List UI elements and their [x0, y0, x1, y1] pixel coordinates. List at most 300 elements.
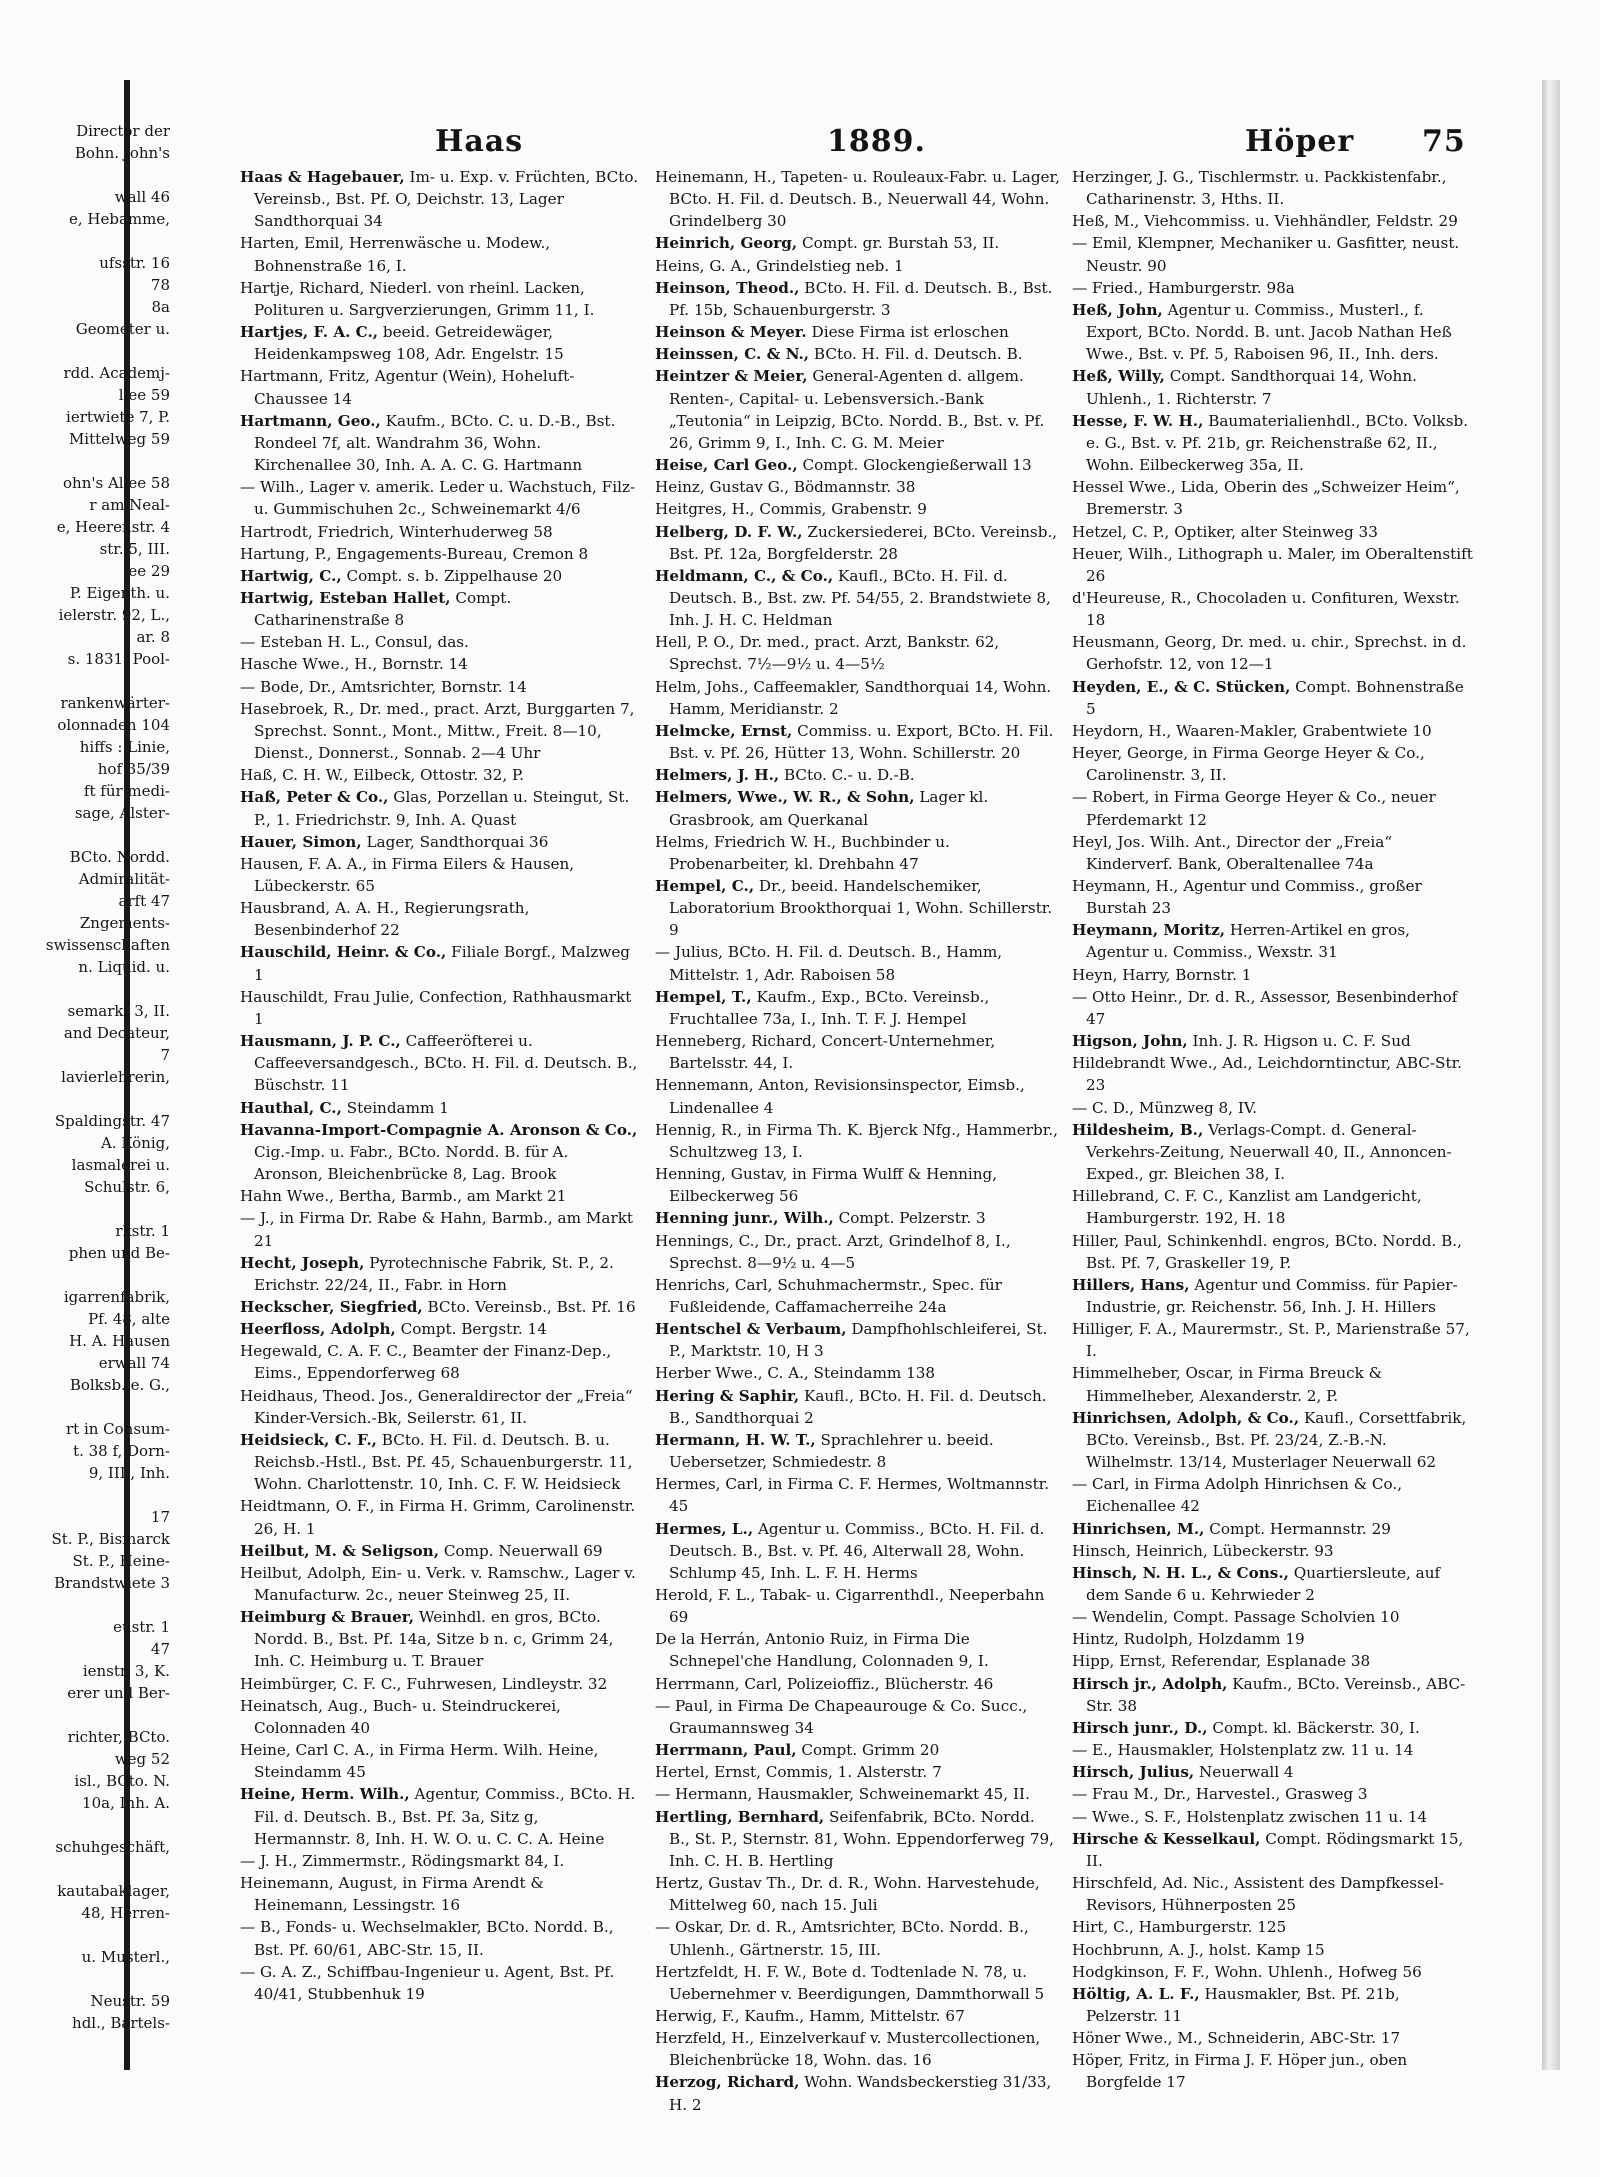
directory-entry [1072, 720, 1476, 742]
entry-details: Caffeeröfterei u. Caffeeversandgesch., BCto. H. Fil. d. Deutsch. B., Büschstr. 11 [254, 1032, 638, 1095]
prev-page-line: ienstr. 3, K. [82, 1662, 170, 1680]
entry-details: Hauschildt, Frau Julie, Confection, Rathhausmarkt 1 [240, 987, 632, 1028]
entry-details: — Hermann, Hausmakler, Schweinemarkt 45, II. [655, 1785, 1030, 1804]
prev-page-line [0, 1924, 170, 1946]
entry-details: Compt. kl. Bäckerstr. 30, I. [1207, 1718, 1420, 1737]
prev-page-line: hdl., Bartels- [72, 2014, 170, 2032]
entry-details: Hirschfeld, Ad. Nic., Assistent des Dampfkessel-Revisors, Hühnerposten 25 [1072, 1874, 1444, 1915]
entry-details: Hodgkinson, F. F., Wohn. Uhlenh., Hofweg 56 [1072, 1962, 1422, 1981]
entry-details: Hochbrunn, A. J., holst. Kamp 15 [1072, 1940, 1325, 1959]
directory-entry [240, 1739, 640, 1783]
entry-details: Compt. gr. Burstah 53, II. [797, 234, 1000, 253]
prev-page-line [0, 1396, 170, 1418]
directory-entry [1072, 1606, 1476, 1628]
directory-entry [1072, 1761, 1476, 1783]
entry-details: Herrmann, Carl, Polizeioffiz., Blücherstr. 46 [655, 1674, 994, 1693]
entry-details: Harten, Emil, Herrenwäsche u. Modew., Bohnenstraße 16, I. [240, 234, 551, 275]
entry-details: Hermes, Carl, in Firma C. F. Hermes, Woltmannstr. 45 [655, 1475, 1050, 1516]
prev-page-line: 10a, Inh. A. [82, 1794, 170, 1812]
directory-entry [1072, 1119, 1476, 1185]
prev-page-line: 78 [150, 276, 170, 294]
directory-entry [240, 897, 640, 941]
directory-entry [1072, 365, 1476, 409]
entry-details: Heinemann, August, in Firma Arendt & Heinemann, Lessingstr. 16 [240, 1874, 544, 1915]
entry-name: Heinson & Meyer. [655, 323, 807, 342]
entry-name: Heine, Herm. Wilh., [240, 1785, 410, 1804]
directory-entry [655, 232, 1060, 254]
entry-name: Heinssen, C. & N., [655, 345, 810, 364]
directory-entry [1072, 964, 1476, 986]
prev-page-line: lavierlehrerin, [61, 1068, 170, 1086]
entry-details: Heimbürger, C. F. C., Fuhrwesen, Lindleystr. 32 [240, 1674, 608, 1693]
entry-details: BCto. H. Fil. d. Deutsch. B. [809, 345, 1023, 364]
directory-entry [240, 676, 640, 698]
entry-name: Haß, Peter & Co., [240, 788, 389, 807]
entry-details: — Carl, in Firma Adolph Hinrichsen & Co., Eichenallee 42 [1072, 1475, 1403, 1516]
entry-details: General-Agenten d. allgem. Renten-, Capital- u. Lebensversich.-Bank „Teutonia“ in Leipzig, BCto. Nordd. B., Bst. v. Pf. 26, Grimm 9, I., Inh. C. G. M. Meier [669, 367, 1045, 452]
directory-entry [655, 1961, 1060, 2005]
prev-page-line: P. Eigenth. u. [69, 584, 170, 602]
prev-page-line: Neustr. 59 [90, 1992, 170, 2010]
directory-entry [240, 986, 640, 1030]
directory-entry [240, 764, 640, 786]
entry-details: Steindamm 1 [341, 1098, 449, 1117]
prev-page-line: richter, BCto. [67, 1728, 170, 1746]
directory-entry [240, 1385, 640, 1429]
prev-page-line: t. 38 f, Dorn- [73, 1442, 170, 1460]
prev-page-line: iertwiete 7, P. [66, 408, 170, 426]
directory-entry [655, 565, 1060, 631]
directory-column-1 [240, 166, 640, 2005]
prev-page-line: phen und Be- [68, 1244, 170, 1262]
directory-entry [1072, 277, 1476, 299]
prev-page-line: hof 35/39 [97, 760, 170, 778]
directory-entry [240, 543, 640, 565]
prev-page-line [0, 824, 170, 846]
prev-page-line: St. P., Heine- [72, 1552, 170, 1570]
directory-entry [655, 2071, 1060, 2115]
directory-entry [240, 631, 640, 653]
directory-entry [655, 1916, 1060, 1960]
entry-details: Filiale Borgf., Malzweg 1 [254, 943, 631, 984]
prev-page-line: H. A. Hausen [69, 1332, 170, 1350]
entry-details: Baumaterialienhdl., BCto. Volksb. e. G., Bst. v. Pf. 21b, gr. Reichenstraße 62, II., Wohn. Eilbeckerweg 35a, II. [1086, 411, 1469, 475]
prev-page-line: semarkt 3, II. [67, 1002, 170, 1020]
entry-details: Hetzel, C. P., Optiker, alter Steinweg 33 [1072, 522, 1378, 541]
directory-entry [240, 1850, 640, 1872]
entry-name: Höltig, A. L. F., [1072, 1984, 1200, 2003]
entry-details: Compt. Glockengießerwall 13 [797, 456, 1032, 475]
entry-details: De la Herrán, Antonio Ruiz, in Firma Die Schnepel'che Handlung, Colonnaden 9, I. [655, 1630, 989, 1671]
directory-entry [1072, 1318, 1476, 1362]
directory-entry [655, 1473, 1060, 1517]
directory-entry [655, 676, 1060, 720]
entry-details: Heidhaus, Theod. Jos., Generaldirector der „Freia“ Kinder-Versich.-Bk, Seilerstr. 61, II. [240, 1386, 633, 1427]
entry-details: Himmelheber, Oscar, in Firma Breuck & Himmelheber, Alexanderstr. 2, P. [1072, 1364, 1383, 1405]
directory-entry [1072, 1717, 1476, 1739]
entry-details: Hintz, Rudolph, Holzdamm 19 [1072, 1630, 1305, 1649]
entry-details: BCto. H. Fil. d. Deutsch. B. u. Reichsb.-Hstl., Bst. Pf. 45, Schauenburgerstr. 11, Wohn. Charlottenstr. 10, Inh. C. F. W. Heidsieck [254, 1430, 633, 1494]
directory-entry [655, 2027, 1060, 2071]
directory-entry [1072, 210, 1476, 232]
entry-name: Herzog, Richard, [655, 2073, 800, 2092]
entry-details: Haß, C. H. W., Eilbeck, Ottostr. 32, P. [240, 766, 524, 785]
directory-entry [1072, 1939, 1476, 1961]
prev-page-line: rkstr. 1 [115, 1222, 170, 1240]
entry-details: Pyrotechnische Fabrik, St. P., 2. Erichstr. 22/24, II., Fabr. in Horn [254, 1253, 614, 1294]
prev-page-line: Bolksb. e. G., [69, 1376, 170, 1394]
directory-entry [240, 1119, 640, 1185]
entry-details: Heydorn, H., Waaren-Makler, Grabentwiete 10 [1072, 721, 1432, 740]
directory-entry [240, 166, 640, 232]
directory-entry [655, 941, 1060, 985]
directory-entry [655, 1362, 1060, 1384]
directory-entry [655, 1628, 1060, 1672]
directory-entry [1072, 1673, 1476, 1717]
directory-entry [655, 764, 1060, 786]
prev-page-line: ielerstr. 92, L., [58, 606, 170, 624]
directory-entry [1072, 1518, 1476, 1540]
entry-details: Agentur, Commiss., BCto. H. Fil. d. Deutsch. B., Bst. Pf. 3a, Sitz g, Hermannstr. 8, Inh. H. W. O. u. C. C. A. Heine [254, 1785, 636, 1848]
entry-details: Hertel, Ernst, Commis, 1. Alsterstr. 7 [655, 1763, 942, 1782]
entry-details: Dampfhohlschleiferei, St. P., Marktstr. 10, H 3 [669, 1320, 1048, 1361]
directory-entry [655, 1584, 1060, 1628]
entry-name: Hermes, L., [655, 1519, 754, 1538]
directory-entry [1072, 1407, 1476, 1473]
entry-details: Herzfeld, H., Einzelverkauf v. Mustercollectionen, Bleichenbrücke 18, Wohn. das. 16 [655, 2029, 1041, 2070]
entry-name: Herrmann, Paul, [655, 1741, 797, 1760]
directory-entry [240, 786, 640, 830]
directory-entry [1072, 543, 1476, 587]
prev-page-line: ee 29 [128, 562, 170, 580]
prev-page-line [0, 1264, 170, 1286]
prev-page-line: isl., BCto. N. [74, 1772, 170, 1790]
directory-entry [240, 1961, 640, 2005]
directory-entry [655, 1318, 1060, 1362]
entry-details: — Oskar, Dr. d. R., Amtsrichter, BCto. Nordd. B., Uhlenh., Gärtnerstr. 15, III. [655, 1918, 1029, 1959]
directory-entry [1072, 1828, 1476, 1872]
prev-page-line: erer und Ber- [67, 1684, 170, 1702]
entry-details: Hinsch, Heinrich, Lübeckerstr. 93 [1072, 1541, 1334, 1560]
directory-entry [655, 1385, 1060, 1429]
directory-entry [240, 1252, 640, 1296]
prev-page-line: Zngements- [79, 914, 170, 932]
entry-details: Zuckersiederei, BCto. Vereinsb., Bst. Pf. 12a, Borgfelderstr. 28 [669, 522, 1058, 563]
entry-name: Hempel, T., [655, 987, 752, 1006]
directory-entry [1072, 1872, 1476, 1916]
entry-details: Hartmann, Fritz, Agentur (Wein), Hoheluft-Chaussee 14 [240, 367, 575, 408]
directory-entry [240, 653, 640, 675]
entry-name: Hartjes, F. A. C., [240, 323, 379, 342]
directory-entry [1072, 1274, 1476, 1318]
entry-details: Hennemann, Anton, Revisionsinspector, Eimsb., Lindenallee 4 [655, 1076, 1025, 1117]
entry-name: Heldmann, C., & Co., [655, 566, 834, 585]
prev-page-line [0, 670, 170, 692]
directory-entry [240, 1185, 640, 1207]
directory-entry [655, 1872, 1060, 1916]
page-number: 75 [1422, 124, 1466, 159]
previous-page-fragment [0, 120, 170, 2034]
directory-entry [1072, 1739, 1476, 1761]
entry-name: Heimburg & Brauer, [240, 1608, 414, 1627]
prev-page-line [0, 1968, 170, 1990]
entry-details: — Bode, Dr., Amtsrichter, Bornstr. 14 [240, 677, 527, 696]
prev-page-line [0, 1088, 170, 1110]
directory-entry [1072, 919, 1476, 963]
directory-entry [655, 720, 1060, 764]
entry-name: Helmcke, Ernst, [655, 721, 793, 740]
directory-entry [655, 166, 1060, 232]
prev-page-line: A. König, [100, 1134, 170, 1152]
directory-entry [1072, 1473, 1476, 1517]
entry-name: Hempel, C., [655, 877, 755, 895]
directory-entry [240, 1340, 640, 1384]
directory-entry [655, 1429, 1060, 1473]
directory-entry [1072, 232, 1476, 276]
entry-details: beeid. Getreidewäger, Heidenkampsweg 108, Adr. Engelstr. 15 [254, 323, 564, 364]
entry-details: Herwig, F., Kaufm., Hamm, Mittelstr. 67 [655, 2006, 965, 2025]
entry-details: Heusmann, Georg, Dr. med. u. chir., Sprechst. in d. Gerhofstr. 12, von 12—1 [1072, 633, 1467, 674]
entry-name: Hildesheim, B., [1072, 1120, 1204, 1139]
directory-entry [1072, 1562, 1476, 1606]
prev-page-line [0, 230, 170, 252]
entry-name: Hinsch, N. H. L., & Cons., [1072, 1563, 1289, 1582]
entry-details: Agentur u. Commiss., Musterl., f. Export, BCto. Nordd. B. unt. Jacob Nathan Heß Wwe., Bst. v. Pf. 5, Raboisen 96, II., Inh. ders. [1086, 300, 1452, 364]
entry-details: Weinhdl. en gros, BCto. Nordd. B., Bst. Pf. 14a, Sitze b n. c, Grimm 24, Inh. C. Heimburg u. T. Brauer [254, 1608, 614, 1671]
prev-page-line [0, 450, 170, 472]
directory-entry [655, 831, 1060, 875]
entry-name: Heidsieck, C. F., [240, 1430, 377, 1449]
directory-entry [240, 831, 640, 853]
entry-details: Hegewald, C. A. F. C., Beamter der Finanz-Dep., Eims., Eppendorferweg 68 [240, 1342, 612, 1383]
prev-page-line: u. Musterl., [81, 1948, 170, 1966]
prev-page-line [0, 1858, 170, 1880]
prev-page-line: Brandstwiete 3 [54, 1574, 170, 1592]
entry-details: Seifenfabrik, BCto. Nordd. B., St. P., Sternstr. 81, Wohn. Eppendorferweg 79, Inh. C. H. B. Hertling [669, 1807, 1055, 1870]
prev-page-line [0, 1704, 170, 1726]
header-year: 1889. [827, 124, 926, 159]
directory-entry [655, 1783, 1060, 1805]
prev-page-line: Spaldingstr. 47 [54, 1112, 170, 1130]
directory-entry [1072, 1185, 1476, 1229]
entry-details: Hausmakler, Bst. Pf. 21b, Pelzerstr. 11 [1086, 1984, 1400, 2025]
entry-details: Heymann, H., Agentur und Commiss., großer Burstah 23 [1072, 877, 1422, 918]
entry-details: Glas, Porzellan u. Steingut, St. P., 1. Friedrichstr. 9, Inh. A. Quast [254, 788, 630, 829]
directory-entry [240, 1207, 640, 1251]
directory-entry [655, 1673, 1060, 1695]
entry-details: Kaufl., Corsettfabrik, BCto. Vereinsb., Bst. Pf. 23/24, Z.-B.-N. Wilhelmstr. 13/14, Musterlager Neuerwall 62 [1086, 1408, 1467, 1472]
entry-details: Hennings, C., Dr., pract. Arzt, Grindelhof 8, I., Sprechst. 8—9½ u. 4—5 [655, 1231, 1011, 1272]
entry-name: Heilbut, M. & Seligson, [240, 1541, 439, 1560]
directory-entry [655, 1163, 1060, 1207]
directory-entry [655, 631, 1060, 675]
prev-page-line: e, Heerenstr. 4 [56, 518, 170, 536]
entry-details: Heidtmann, O. F., in Firma H. Grimm, Carolinenstr. 26, H. 1 [240, 1497, 636, 1538]
entry-details: Herold, F. L., Tabak- u. Cigarrenthdl., Neeperbahn 69 [655, 1586, 1045, 1627]
directory-entry [240, 941, 640, 985]
directory-entry [655, 1761, 1060, 1783]
directory-entry [240, 1296, 640, 1318]
directory-entry [655, 476, 1060, 498]
prev-page-line [0, 340, 170, 362]
entry-details: Hildebrandt Wwe., Ad., Leichdorntinctur, ABC-Str. 23 [1072, 1054, 1462, 1095]
entry-name: Hertling, Bernhard, [655, 1807, 825, 1826]
entry-details: — Julius, BCto. H. Fil. d. Deutsch. B., Hamm, Mittelstr. 1, Adr. Raboisen 58 [655, 943, 1003, 984]
directory-entry [240, 1783, 640, 1849]
entry-details: Compt. Rödingsmarkt 15, II. [1086, 1829, 1464, 1870]
entry-details: Dr., beeid. Handelschemiker, Laboratorium Brookthorquai 1, Wohn. Schillerstr. 9 [669, 877, 1053, 940]
entry-details: — J., in Firma Dr. Rabe & Hahn, Barmb., am Markt 21 [240, 1209, 634, 1250]
entry-name: Hermann, H. W. T., [655, 1430, 816, 1449]
entry-details: Hennig, R., in Firma Th. K. Bjerck Nfg., Hammerbr., Schultzweg 13, I. [655, 1120, 1059, 1161]
entry-details: Agentur und Commiss. für Papier-Industrie, gr. Reichenstr. 56, Inh. J. H. Hillers [1086, 1275, 1458, 1316]
directory-entry [655, 343, 1060, 365]
prev-page-line: schuhgeschäft, [55, 1838, 170, 1856]
entry-details: Kaufm., Exp., BCto. Vereinsb., Fruchtallee 73a, I., Inh. T. F. J. Hempel [669, 987, 990, 1028]
directory-entry [1072, 1916, 1476, 1938]
directory-entry [240, 1097, 640, 1119]
directory-entry [240, 476, 640, 520]
entry-details: BCto. C.- u. D.-B. [779, 766, 915, 785]
entry-name: Hecht, Joseph, [240, 1253, 365, 1272]
directory-entry [1072, 831, 1476, 875]
prev-page-line: Pf. 48, alte [88, 1310, 170, 1328]
entry-details: — Wwe., S. F., Holstenplatz zwischen 11 u. 14 [1072, 1807, 1428, 1826]
prev-page-line: arft 47 [118, 892, 170, 910]
entry-name: Hauthal, C., [240, 1098, 342, 1117]
directory-entry [1072, 786, 1476, 830]
entry-details: — C. D., Münzweg 8, IV. [1072, 1098, 1257, 1117]
entry-details: Cig.-Imp. u. Fabr., BCto. Nordd. B. für A. Aronson, Bleichenbrücke 8, Lag. Brook [254, 1142, 569, 1184]
entry-details: Compt. Bergstr. 14 [395, 1320, 547, 1339]
directory-entry [655, 1806, 1060, 1872]
directory-entry [240, 1562, 640, 1606]
entry-details: Heyl, Jos. Wilh. Ant., Director der „Freia“ Kinderverf. Bank, Oberaltenallee 74a [1072, 832, 1393, 873]
prev-page-line: BCto. Nordd. [69, 848, 170, 866]
entry-details: Heß, M., Viehcommiss. u. Viehhändler, Feldstr. 29 [1072, 212, 1458, 231]
prev-page-line: St. P., Bismarck [51, 1530, 170, 1548]
directory-entry [1072, 676, 1476, 720]
entry-name: Hartmann, Geo., [240, 411, 381, 430]
entry-details: Henrichs, Carl, Schuhmachermstr., Spec. für Fußleidende, Caffamacherreihe 24a [655, 1275, 1002, 1316]
entry-name: Hillers, Hans, [1072, 1275, 1190, 1294]
entry-details: Comp. Neuerwall 69 [439, 1541, 603, 1560]
prev-page-line: eustr. 1 [113, 1618, 170, 1636]
prev-page-line: rt in Consum- [65, 1420, 170, 1438]
entry-name: Hirsche & Kesselkaul, [1072, 1829, 1261, 1848]
directory-entry [655, 1207, 1060, 1229]
entry-name: Hering & Saphir, [655, 1386, 800, 1405]
prev-page-line: Mittelweg 59 [68, 430, 170, 448]
entry-details: Hasebroek, R., Dr. med., pract. Arzt, Burggarten 7, Sprechst. Sonnt., Mont., Mittw., Freit. 8—10, Dienst., Donnerst., Sonnab. 2—4 Uhr [240, 699, 635, 763]
entry-details: Hertz, Gustav Th., Dr. d. R., Wohn. Harvestehude, Mittelweg 60, nach 15. Juli [655, 1874, 1040, 1915]
directory-entry [240, 521, 640, 543]
entry-details: Höper, Fritz, in Firma J. F. Höper jun., oben Borgfelde 17 [1072, 2051, 1408, 2092]
entry-name: Haas & Hagebauer, [240, 168, 405, 186]
entry-details: Hasche Wwe., H., Bornstr. 14 [240, 655, 468, 674]
entry-details: BCto. Vereinsb., Bst. Pf. 16 [422, 1297, 636, 1316]
entry-details: — E., Hausmakler, Holstenplatz zw. 11 u. 14 [1072, 1741, 1414, 1760]
entry-name: Hauschild, Heinr. & Co., [240, 943, 447, 962]
entry-details: Hausen, F. A. A., in Firma Eilers & Hausen, Lübeckerstr. 65 [240, 854, 575, 895]
entry-details: — Frau M., Dr., Harvestel., Grasweg 3 [1072, 1785, 1368, 1804]
directory-entry [1072, 986, 1476, 1030]
directory-entry [655, 454, 1060, 476]
prev-page-line: lasmalerei u. [71, 1156, 170, 1174]
entry-details: d'Heureuse, R., Chocoladen u. Confituren, Wexstr. 18 [1072, 588, 1460, 630]
entry-details: — Fried., Hamburgerstr. 98a [1072, 278, 1295, 297]
entry-details: Helm, Johs., Caffeemakler, Sandthorquai 14, Wohn. Hamm, Meridianstr. 2 [655, 677, 1052, 718]
entry-name: Heinson, Theod., [655, 278, 800, 297]
entry-details: Herren-Artikel en gros, Agentur u. Commiss., Wexstr. 31 [1086, 921, 1410, 962]
entry-details: Helms, Friedrich W. H., Buchbinder u. Probenarbeiter, kl. Drehbahn 47 [655, 832, 950, 873]
directory-entry [240, 1695, 640, 1739]
entry-details: Hartrodt, Friedrich, Winterhuderweg 58 [240, 522, 553, 541]
prev-page-line: str. 5, III. [99, 540, 170, 558]
directory-entry [1072, 1628, 1476, 1650]
entry-details: Hartje, Richard, Niederl. von rheinl. Lacken, Polituren u. Sargverzierungen, Grimm 11, I. [240, 278, 595, 319]
book-page-edge [1542, 80, 1560, 2070]
entry-details: BCto. H. Fil. d. Deutsch. B., Bst. Pf. 15b, Schauenburgerstr. 3 [669, 278, 1053, 319]
prev-page-line: 48, Herren- [81, 1904, 170, 1922]
entry-details: Hirt, C., Hamburgerstr. 125 [1072, 1918, 1287, 1937]
entry-name: Hentschel & Verbaum, [655, 1320, 847, 1339]
entry-details: — B., Fonds- u. Wechselmakler, BCto. Nordd. B., Bst. Pf. 60/61, ABC-Str. 15, II. [240, 1918, 614, 1959]
entry-details: — Esteban H. L., Consul, das. [240, 633, 469, 652]
prev-page-line: Geometer u. [75, 320, 170, 338]
entry-details: Compt. s. b. Zippelhause 20 [341, 566, 563, 585]
entry-details: Heuer, Wilh., Lithograph u. Maler, im Oberaltenstift 26 [1072, 544, 1473, 585]
entry-details: Hausbrand, A. A. H., Regierungsrath, Besenbinderhof 22 [240, 899, 530, 940]
prev-page-line: swissenschaften [45, 936, 170, 954]
directory-entry [1072, 1806, 1476, 1828]
entry-details: Heinatsch, Aug., Buch- u. Steindruckerei, Colonnaden 40 [240, 1696, 561, 1737]
prev-page-line [0, 164, 170, 186]
directory-entry [1072, 1362, 1476, 1406]
directory-entry [240, 698, 640, 764]
entry-name: Hauer, Simon, [240, 832, 362, 851]
directory-entry [1072, 299, 1476, 365]
entry-name: Hesse, F. W. H., [1072, 411, 1204, 430]
entry-details: Hillebrand, C. F. C., Kanzlist am Landgericht, Hamburgerstr. 192, H. 18 [1072, 1187, 1422, 1228]
entry-details: Kaufl., BCto. H. Fil. d. Deutsch. B., Bst. zw. Pf. 54/55, 2. Brandstwiete 8, Inh. J. H. C. Heldman [669, 566, 1051, 630]
directory-entry [655, 986, 1060, 1030]
directory-entry [240, 1916, 640, 1960]
entry-details: Commiss. u. Export, BCto. H. Fil. Bst. v. Pf. 26, Hütter 13, Wohn. Schillerstr. 20 [669, 721, 1054, 763]
directory-entry [1072, 166, 1476, 210]
entry-name: Higson, John, [1072, 1032, 1188, 1051]
entry-details: — Wilh., Lager v. amerik. Leder u. Wachstuch, Filz-u. Gummischuhen 2c., Schweinemarkt 4/6 [240, 478, 636, 519]
directory-entry [240, 321, 640, 365]
entry-name: Heerfloss, Adolph, [240, 1320, 396, 1339]
prev-page-line: erwall 74 [98, 1354, 170, 1372]
entry-details: — J. H., Zimmermstr., Rödingsmarkt 84, I. [240, 1851, 565, 1870]
prev-page-line: n. Liquid. u. [78, 958, 170, 976]
directory-entry [1072, 2027, 1476, 2049]
prev-page-line: Schulstr. 6, [84, 1178, 170, 1196]
prev-page-line: kautabaklager, [57, 1882, 170, 1900]
entry-details: Verlags-Compt. d. General-Verkehrs-Zeitung, Neuerwall 40, II., Annoncen-Exped., gr. Bleichen 38, I. [1086, 1120, 1452, 1184]
prev-page-line [0, 1594, 170, 1616]
directory-entry [655, 1074, 1060, 1118]
prev-page-line: ufsstr. 16 [99, 254, 170, 272]
header-left-keyword: Haas [435, 124, 524, 159]
entry-details: Hilliger, F. A., Maurermstr., St. P., Marienstraße 57, I. [1072, 1320, 1470, 1361]
prev-page-line: hiffs : Linie, [79, 738, 170, 756]
directory-entry [1072, 875, 1476, 919]
directory-entry [1072, 476, 1476, 520]
prev-page-line: ar. 8 [136, 628, 170, 646]
